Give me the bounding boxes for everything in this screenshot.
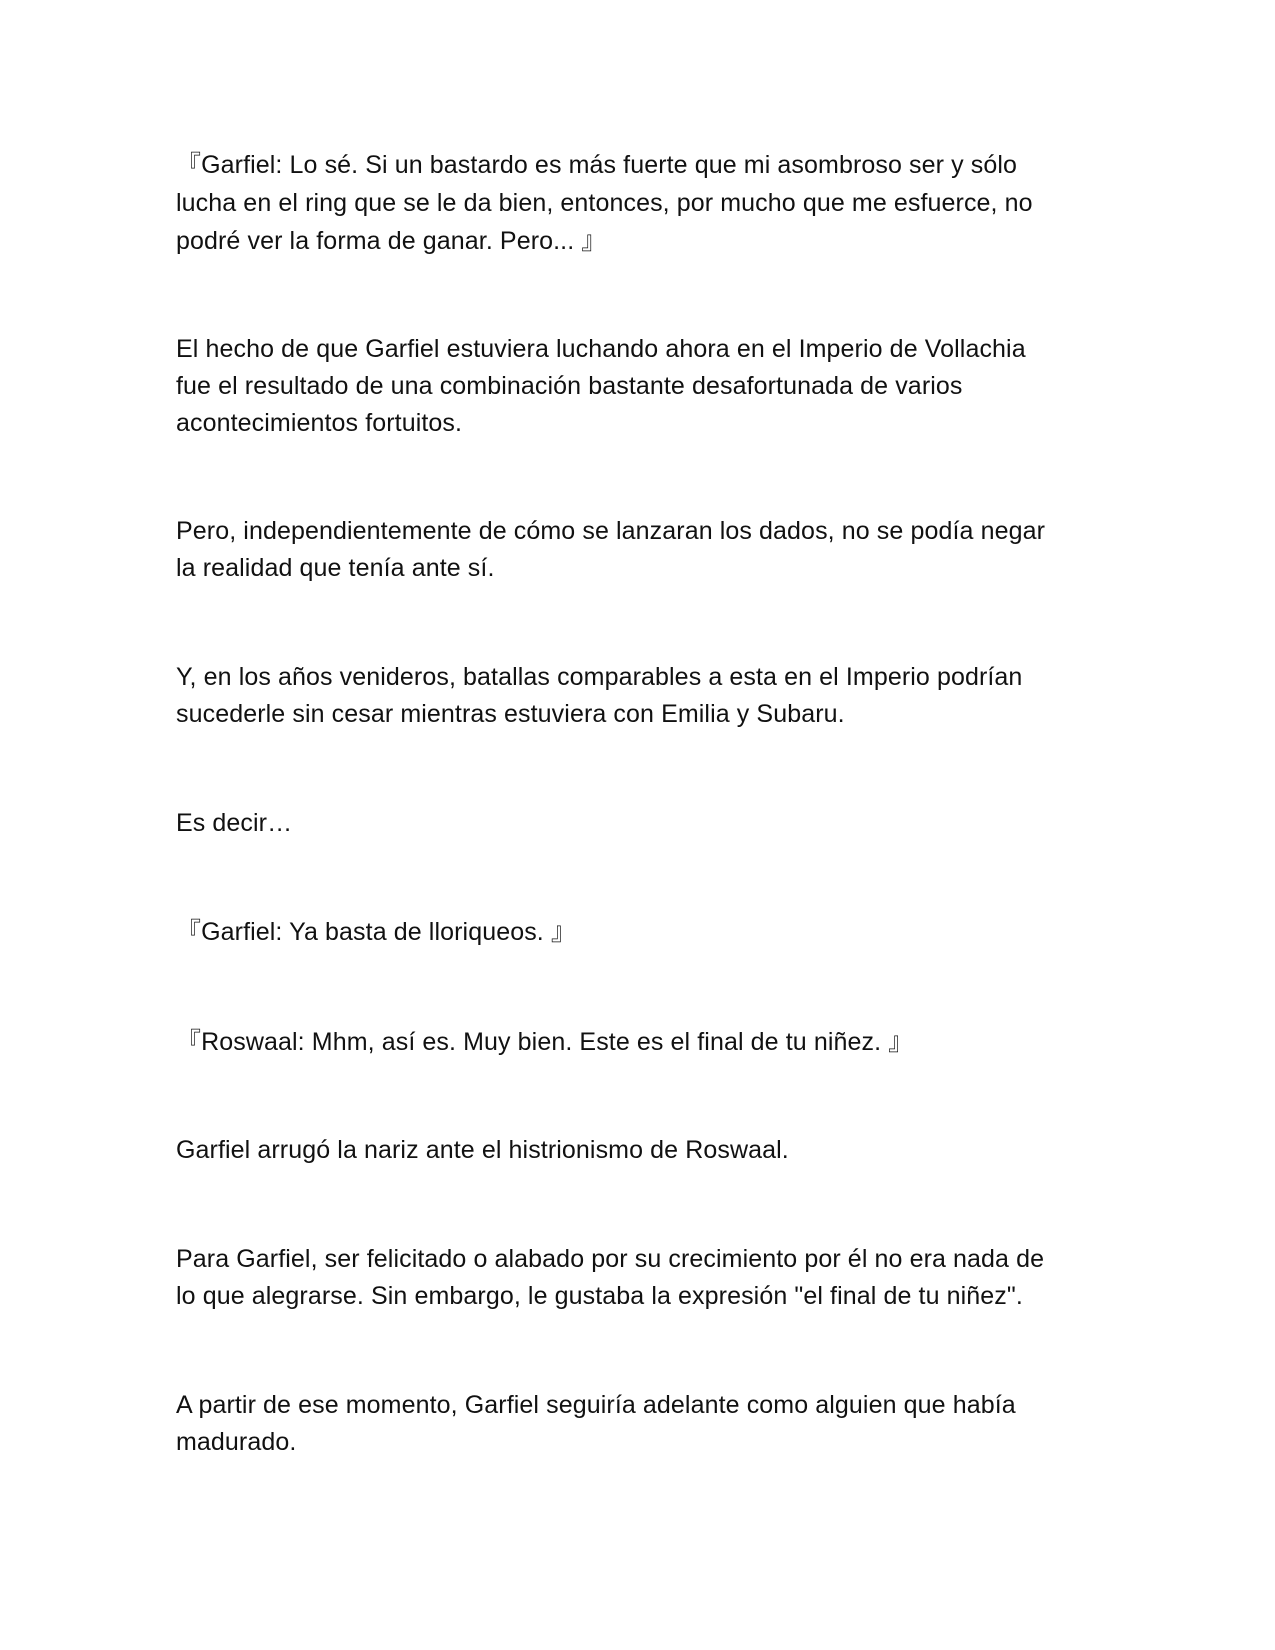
paragraph-4-line-2: sucederle sin cesar mientras estuviera con Emilia y Subaru. [176,700,845,728]
paragraph-1-line-1: 『Garfiel: Lo sé. Si un bastardo es más fuerte que mi asombroso ser y sólo [176,151,1018,179]
paragraph-9-line-1: Para Garfiel, ser felicitado o alabado por su crecimiento por él no era nada de [176,1245,1045,1273]
paragraph-8-line-1: Garfiel arrugó la nariz ante el histrionismo de Roswaal. [176,1136,789,1164]
paragraph-10-line-1: A partir de ese momento, Garfiel seguiría adelante como alguien que había [176,1391,1016,1419]
paragraph-1-line-2: lucha en el ring que se le da bien, entonces, por mucho que me esfuerce, no [176,189,1033,217]
paragraph-3-line-2: la realidad que tenía ante sí. [176,554,495,582]
paragraph-9-line-2: lo que alegrarse. Sin embargo, le gustaba la expresión "el final de tu niñez". [176,1282,1023,1310]
paragraph-7-line-1: 『Roswaal: Mhm, así es. Muy bien. Este es el final de tu niñez. 』 [176,1028,914,1056]
paragraph-3-line-1: Pero, independientemente de cómo se lanzaran los dados, no se podía negar [176,517,1046,545]
paragraph-5-line-1: Es decir… [176,809,293,837]
paragraph-10-line-2: madurado. [176,1428,297,1456]
paragraph-2-line-2: fue el resultado de una combinación bastante desafortunada de varios [176,372,963,400]
paragraph-2-line-1: El hecho de que Garfiel estuviera luchando ahora en el Imperio de Vollachia [176,335,1026,363]
paragraph-2-line-3: acontecimientos fortuitos. [176,409,463,437]
paragraph-1-line-3: podré ver la forma de ganar. Pero... 』 [176,227,607,255]
paragraph-4-line-1: Y, en los años venideros, batallas comparables a esta en el Imperio podrían [176,663,1023,691]
paragraph-6-line-1: 『Garfiel: Ya basta de lloriqueos. 』 [176,918,576,946]
